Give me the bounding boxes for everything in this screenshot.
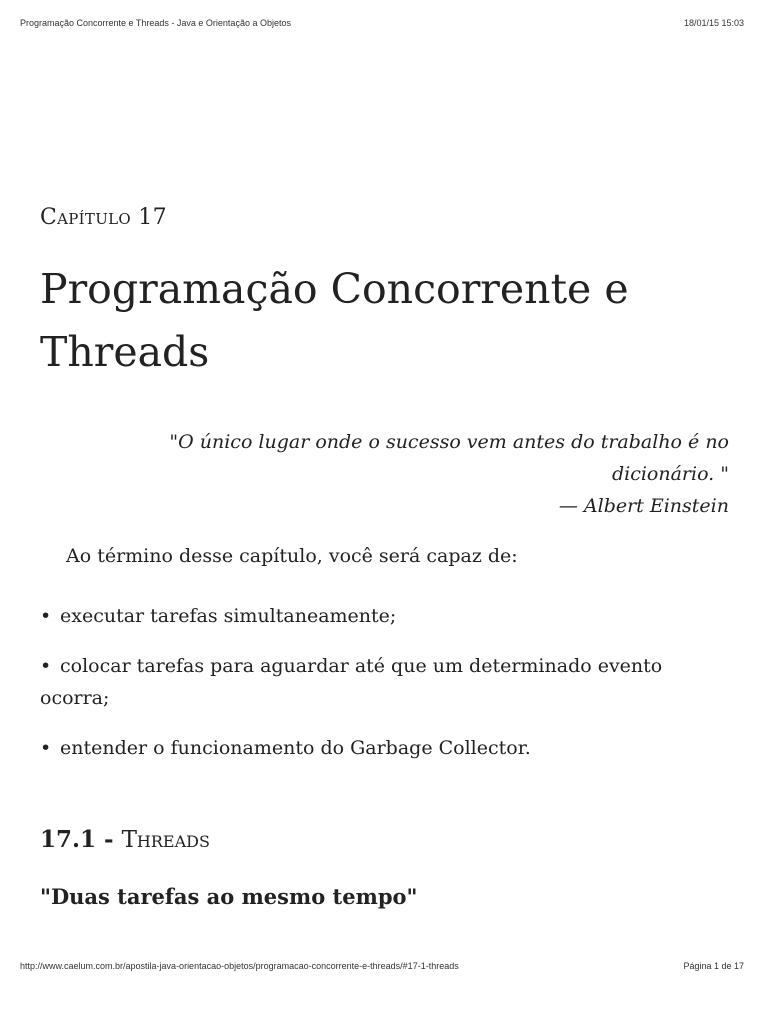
epigraph [120,426,729,522]
intro-text: Ao término desse capítulo, você será capaz de: [66,545,518,567]
section-title [40,826,210,853]
subsection-title: "Duas tarefas ao mesmo tempo" [40,884,418,909]
section-number: 17.1 - [40,826,122,853]
list-item [40,650,720,714]
list-item [40,600,720,632]
bullet-icon: • [40,655,52,677]
list-item [40,732,720,764]
page-number: Página 1 de 17 [683,961,744,971]
section-name: Threads [121,827,210,853]
epigraph-author: — Albert Einstein [558,495,729,517]
epigraph-quote: "O único lugar onde o sucesso vem antes do trabalho é no dicionário. " [169,431,729,485]
chapter-label: Capítulo 17 [40,205,167,230]
bullet-icon: • [40,605,52,627]
print-footer-url[interactable]: http://www.caelum.com.br/apostila-java-orientacao-objetos/programacao-concorrente-e-threads/#17-1-threads [20,961,459,971]
print-header-title: Programação Concorrente e Threads - Java e Orientação a Objetos [20,18,291,28]
list-item-text: colocar tarefas para aguardar até que um determinado evento ocorra; [40,655,663,709]
bullet-icon: • [40,737,52,759]
list-item-text: executar tarefas simultaneamente; [60,605,397,627]
chapter-title: Programação Concorrente e Threads [40,265,629,376]
objectives-list [40,600,720,782]
list-item-text: entender o funcionamento do Garbage Collector. [60,737,531,759]
print-header-datetime: 18/01/15 15:03 [683,18,744,28]
